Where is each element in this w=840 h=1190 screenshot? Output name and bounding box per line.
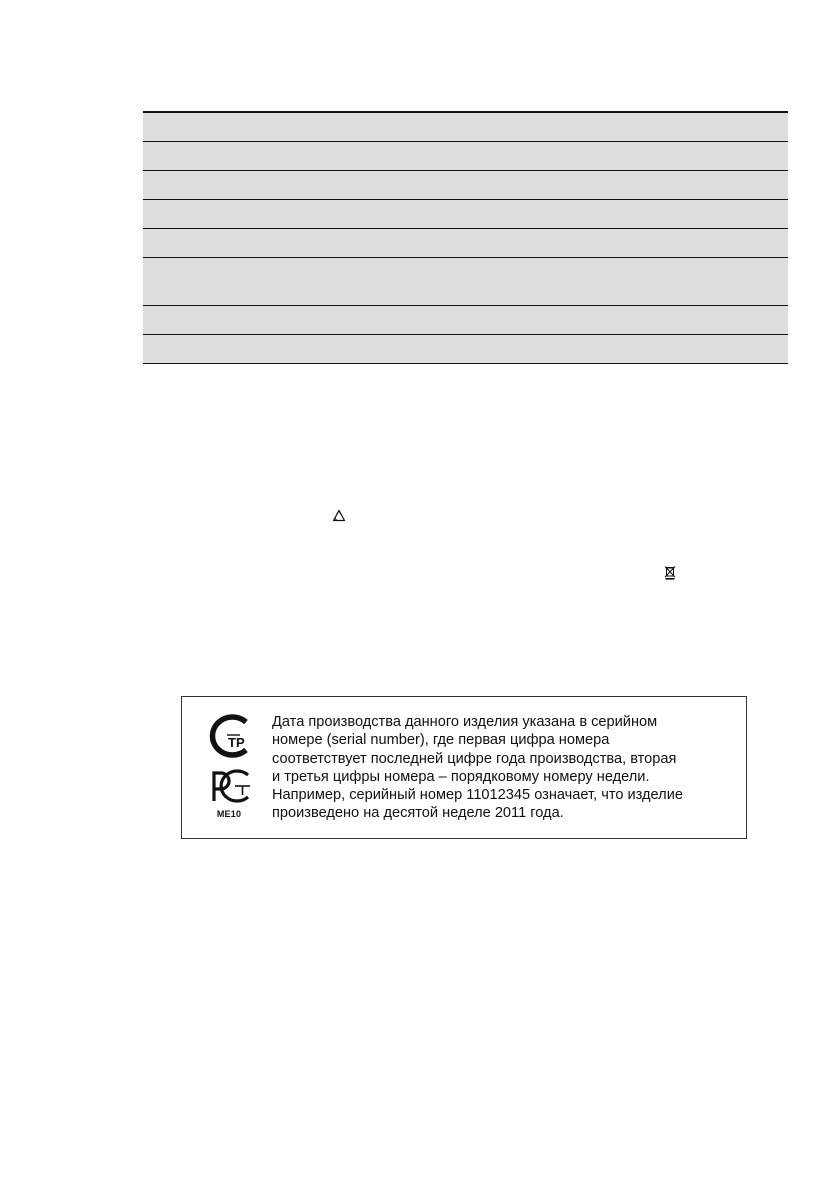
- technical-data-table: [143, 111, 788, 364]
- text-line: произведено на десятой неделе 2011 года.: [272, 805, 564, 822]
- tr-logo-text: TP: [228, 735, 245, 750]
- rst-logo-text: PCT: [202, 766, 204, 767]
- text-line: и третья цифры номера – порядковому номеру недели.: [272, 768, 650, 785]
- table-row: [143, 200, 788, 229]
- production-date-info-box: [181, 696, 747, 839]
- table-row: [143, 229, 788, 258]
- table-row: [143, 113, 788, 142]
- table-row: [143, 306, 788, 335]
- certification-code-label: ME10: [216, 809, 242, 819]
- table-row: [143, 142, 788, 171]
- rst-certification-logo: [202, 766, 254, 806]
- text-line: соответствует последней цифре года производства, вторая: [272, 750, 677, 767]
- text-line: номере (serial number), где первая цифра номера: [272, 732, 610, 749]
- recycle-icon: [332, 509, 346, 523]
- production-date-text: [272, 713, 742, 823]
- table-row: [143, 258, 788, 306]
- table-row: [143, 335, 788, 364]
- table-row: [143, 171, 788, 200]
- text-line: Дата производства данного изделия указана в серийном: [272, 714, 658, 730]
- crossed-out-wheelie-bin-icon: [664, 565, 676, 580]
- text-line: Например, серийный номер 11012345 означает, что изделие: [272, 787, 683, 804]
- tr-certification-logo: [202, 713, 254, 759]
